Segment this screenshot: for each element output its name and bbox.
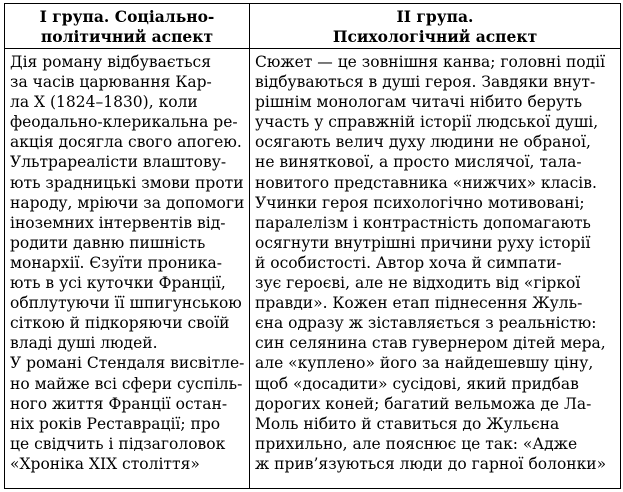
- psychological-text-line: осягнути внутрішні причини руху історії: [255, 233, 591, 252]
- social-political-text-line: владі душі людей.: [10, 334, 158, 353]
- psychological-text-line: осягають велич духу людини не обраної,: [255, 133, 591, 152]
- header-group-1-line: політичний аспект: [40, 27, 214, 46]
- social-political-text-line: феодально-клерикальна ре-: [10, 113, 238, 132]
- social-political-text-line: обплутуючи її шпигунською: [10, 294, 242, 313]
- social-political-text-line: Дія роману відбувається: [10, 53, 211, 71]
- social-political-text-line: ла Х (1824–1830), коли: [10, 93, 198, 112]
- social-political-text-line: за часів царювання Кар-: [10, 73, 212, 92]
- psychological-text-line: рішнім монологам читачі нібито беруть: [255, 93, 583, 112]
- social-political-text-line: це свідчить і підзаголовок: [10, 434, 226, 453]
- psychological-text-line: син селянина став гувернером дітей мера,: [255, 334, 606, 353]
- social-political-text-line: іноземних інтервентів від-: [10, 213, 226, 232]
- psychological-text-line: новитого представника «нижчих» класів.: [255, 173, 597, 192]
- psychological-text-line: не виняткової, а просто мислячої, тала-: [255, 153, 582, 172]
- psychological-text-line: Учинки героя психологічно мотивовані;: [255, 193, 585, 212]
- social-political-text-line: «Хроніка XIX століття»: [10, 454, 200, 473]
- psychological-text-line: зує героєві, але не відходить від «гіркої: [255, 274, 581, 293]
- social-political-text-line: монархії. Єзуїти проника-: [10, 253, 223, 272]
- psychological-text-line: дорогих коней; багатий вельможа де Ла-: [255, 394, 592, 413]
- psychological-text-line: єна одразу ж зіставляється з реальністю:: [255, 314, 597, 333]
- psychological-text-line: участь у справжній історії людської душі,: [255, 113, 599, 132]
- psychological-text-line: паралелізм і контрастність допомагають: [255, 213, 591, 232]
- social-political-aspect-cell: [5, 49, 250, 489]
- social-political-text-line: акція досягла свого апогею.: [10, 133, 242, 152]
- header-group-1: [5, 4, 250, 49]
- social-political-text-line: У романі Стендаля висвітле-: [10, 354, 245, 373]
- psychological-text-line: правди». Кожен етап піднесення Жуль-: [255, 294, 583, 313]
- psychological-aspect-cell: [250, 49, 621, 489]
- psychological-text-line: прихильно, але пояснює це так: «Адже: [255, 434, 578, 453]
- psychological-text-line: щоб «досадити» сусідові, який придбав: [255, 374, 579, 393]
- social-political-text-line: ніх років Реставрації; про: [10, 414, 221, 433]
- header-group-1-line: I група. Соціально-: [39, 7, 215, 26]
- social-political-text-line: родити давню пишність: [10, 233, 206, 252]
- psychological-text-line: ж прив’язуються люди до гарної болонки»: [255, 454, 607, 473]
- social-political-text-line: ють в усі куточки Франції,: [10, 274, 226, 293]
- content-row: [5, 49, 621, 489]
- header-group-2: [250, 4, 621, 49]
- social-political-text-line: но майже всі сфери суспіль-: [10, 374, 243, 393]
- header-group-2-line: Психологічний аспект: [332, 27, 538, 46]
- psychological-text-line: але «куплено» його за найдешевшу ціну,: [255, 354, 594, 373]
- social-political-text-line: ють зрадницькі змови проти: [10, 173, 244, 192]
- social-political-text-line: ного життя Франції остан-: [10, 394, 228, 413]
- psychological-text-line: й особистості. Автор хоча й симпати-: [255, 253, 562, 272]
- comparison-table: [4, 3, 621, 489]
- psychological-text-line: відбуваються в душі героя. Завдяки внут-: [255, 73, 596, 92]
- header-row: [5, 4, 621, 49]
- psychological-text-line: Моль нібито й ставиться до Жульєна: [255, 414, 560, 433]
- header-group-2-line: II група.: [396, 7, 474, 26]
- social-political-text-line: народу, мріючи за допомоги: [10, 193, 245, 212]
- psychological-text-line: Сюжет — це зовнішня канва; головні події: [255, 53, 606, 71]
- social-political-text-line: сіткою й підкоряючи своїй: [10, 314, 230, 333]
- social-political-text-line: Ультрареалісти влаштову-: [10, 153, 227, 172]
